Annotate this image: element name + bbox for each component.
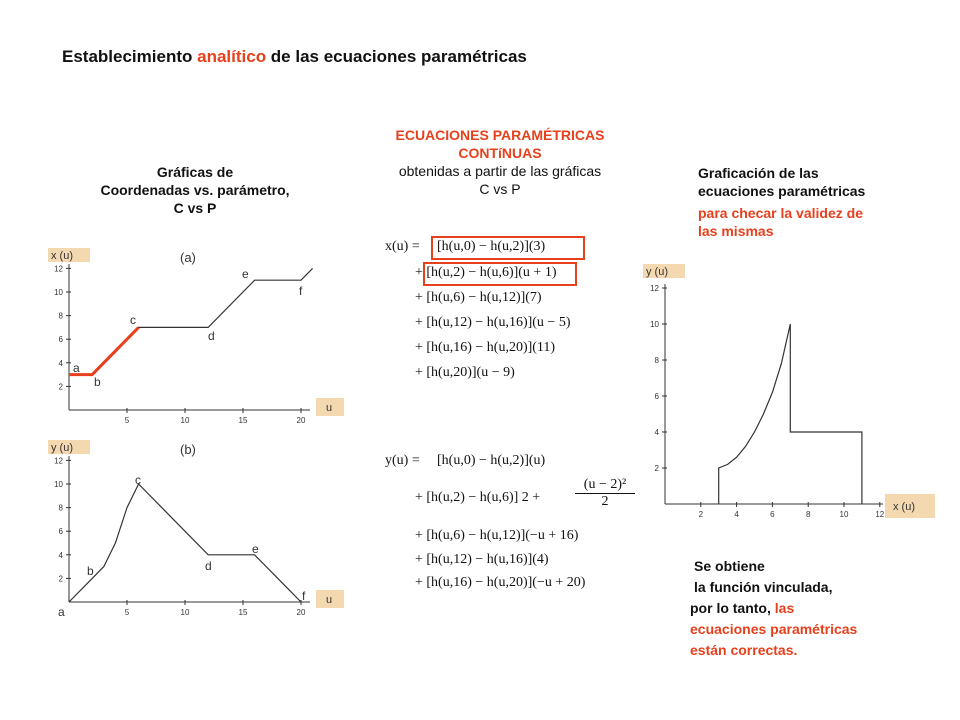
- graph-b-point-f: f: [302, 589, 306, 603]
- left-header-line1: Gráficas de: [156, 164, 234, 180]
- graph-a: [40, 240, 350, 430]
- gc-ytick-label: 2: [654, 464, 659, 473]
- gc-ytick-label: 8: [654, 356, 659, 365]
- left-header: [60, 163, 330, 217]
- page-title: [62, 47, 527, 67]
- middle-header-line2: CONTíNUAS: [458, 145, 542, 161]
- conclusion-line3a: por lo tanto,: [690, 600, 775, 616]
- ga-ytick-label: 6: [58, 335, 63, 345]
- graph-b-point-a: a: [58, 605, 65, 619]
- gb-ytick-label: 2: [58, 574, 63, 584]
- ga-xtick-label: 5: [124, 416, 130, 425]
- middle-header-line1: ECUACIONES PARAMÉTRICAS: [395, 127, 605, 143]
- gb-xtick-label: 5: [124, 608, 130, 617]
- graph-b-xlabel: u: [326, 594, 333, 606]
- eq-y-lhs: y(u) =: [385, 453, 420, 468]
- conclusion-line1: Se obtiene: [694, 558, 765, 574]
- conclusion: [690, 556, 950, 661]
- graph-b: [40, 432, 350, 622]
- graph-a-xlabel: u: [326, 402, 333, 414]
- gb-ytick-label: 8: [58, 503, 63, 513]
- eq-x-line4: + [h(u,12) − h(u,16)](u − 5): [415, 315, 571, 330]
- conclusion-line3b: las: [774, 600, 795, 616]
- graph-a-ylabel: x (u): [51, 250, 73, 262]
- conclusion-line2: la función vinculada,: [694, 579, 833, 595]
- middle-header-line3: obtenidas a partir de las gráficas: [398, 163, 602, 179]
- gc-ytick-label: 10: [650, 320, 659, 329]
- eq-x-line1: [h(u,0) − h(u,2)](3): [437, 239, 546, 254]
- gc-xtick-label: 8: [805, 510, 811, 519]
- eq-y-line2: + [h(u,2) − h(u,6)] 2 +: [415, 490, 541, 505]
- left-header-line3: C vs P: [173, 200, 217, 216]
- ga-ytick-label: 4: [58, 358, 63, 368]
- gb-xtick-label: 15: [238, 608, 248, 617]
- ga-xtick-label: 20: [296, 416, 306, 425]
- graph-c-svg: [635, 262, 940, 524]
- eq-x-line2: + [h(u,2) − h(u,6)](u + 1): [415, 265, 557, 280]
- middle-header: [350, 126, 650, 198]
- eq-x-line3: + [h(u,6) − h(u,12)](7): [415, 290, 542, 305]
- gb-ytick-label: 6: [58, 527, 63, 537]
- graph-c-ylabel: y (u): [646, 266, 668, 278]
- graph-b-ylabel: y (u): [51, 442, 73, 454]
- graph-c: [635, 262, 940, 524]
- ga-xtick-label: 10: [180, 416, 190, 425]
- eq-y-frac-den: 2: [601, 494, 609, 509]
- title-suffix: de las ecuaciones paramétricas: [266, 47, 527, 66]
- gb-xtick-label: 10: [180, 608, 190, 617]
- gc-xtick-label: 4: [734, 510, 739, 519]
- graph-a-point-c: c: [130, 313, 136, 327]
- middle-header-line4: C vs P: [479, 181, 521, 197]
- gc-xtick-label: 2: [698, 510, 704, 519]
- graph-a-point-d: d: [208, 329, 215, 343]
- graph-b-point-c: c: [135, 473, 141, 487]
- eq-y-fraction: [575, 477, 635, 510]
- eq-y-line1: [h(u,0) − h(u,2)](u): [437, 453, 546, 468]
- right-header-line1: Graficación de las: [698, 165, 819, 181]
- gc-xtick-label: 10: [839, 510, 849, 519]
- eq-x-lhs: x(u) =: [385, 239, 420, 254]
- ga-ytick-label: 2: [58, 382, 63, 392]
- right-header: [698, 164, 948, 240]
- gb-ytick-label: 10: [54, 480, 63, 489]
- graph-b-svg: [40, 432, 350, 622]
- gc-ytick-label: 12: [650, 284, 659, 293]
- conclusion-line3: [690, 598, 950, 619]
- right-header-line4: las mismas: [698, 223, 774, 239]
- graph-b-point-b: b: [87, 564, 94, 578]
- gb-xtick-label: 20: [296, 608, 306, 617]
- graph-b-point-e: e: [252, 542, 259, 556]
- ga-ytick-label: 8: [58, 311, 63, 321]
- graph-b-tag: (b): [180, 442, 196, 457]
- conclusion-line5: están correctas.: [690, 642, 798, 658]
- eq-x-line5: + [h(u,16) − h(u,20)](11): [415, 340, 556, 355]
- graph-b-point-d: d: [205, 559, 212, 573]
- eq-x-line6: + [h(u,20)](u − 9): [415, 365, 515, 380]
- ga-ytick-label: 10: [54, 288, 63, 297]
- graph-a-point-f: f: [299, 284, 303, 298]
- eq-y-line4: + [h(u,12) − h(u,16)](4): [415, 552, 549, 567]
- gb-ytick-label: 4: [58, 550, 63, 560]
- graph-a-point-e: e: [242, 267, 249, 281]
- graph-a-point-b: b: [94, 375, 101, 389]
- title-highlight: analítico: [197, 47, 267, 66]
- conclusion-line4: ecuaciones paramétricas: [690, 621, 858, 637]
- gc-ytick-label: 4: [654, 428, 659, 437]
- graph-a-point-a: a: [73, 361, 80, 375]
- eq-y-line3: + [h(u,6) − h(u,12)](−u + 16): [415, 528, 579, 543]
- graph-a-tag: (a): [180, 250, 196, 265]
- graph-c-curve: [719, 324, 862, 504]
- gb-ytick-label: 12: [54, 456, 63, 466]
- ga-ytick-label: 12: [54, 264, 63, 274]
- graph-a-svg: [40, 240, 350, 430]
- left-header-line2: Coordenadas vs. parámetro,: [100, 182, 290, 198]
- graph-a-curve: [69, 268, 313, 374]
- title-prefix: Establecimiento: [62, 47, 198, 66]
- graph-b-curve: [69, 484, 301, 602]
- right-header-line3: para checar la validez de: [698, 205, 863, 221]
- ga-xtick-label: 15: [238, 416, 248, 425]
- gc-xtick-label: 12: [875, 510, 885, 519]
- graph-c-xlabel: x (u): [893, 501, 915, 513]
- right-header-line2: ecuaciones paramétricas: [698, 183, 866, 199]
- eq-y-frac-num: (u − 2)²: [575, 477, 635, 494]
- gc-ytick-label: 6: [654, 392, 659, 401]
- gc-xtick-label: 6: [770, 510, 775, 519]
- eq-y-line5: + [h(u,16) − h(u,20)](−u + 20): [415, 575, 586, 590]
